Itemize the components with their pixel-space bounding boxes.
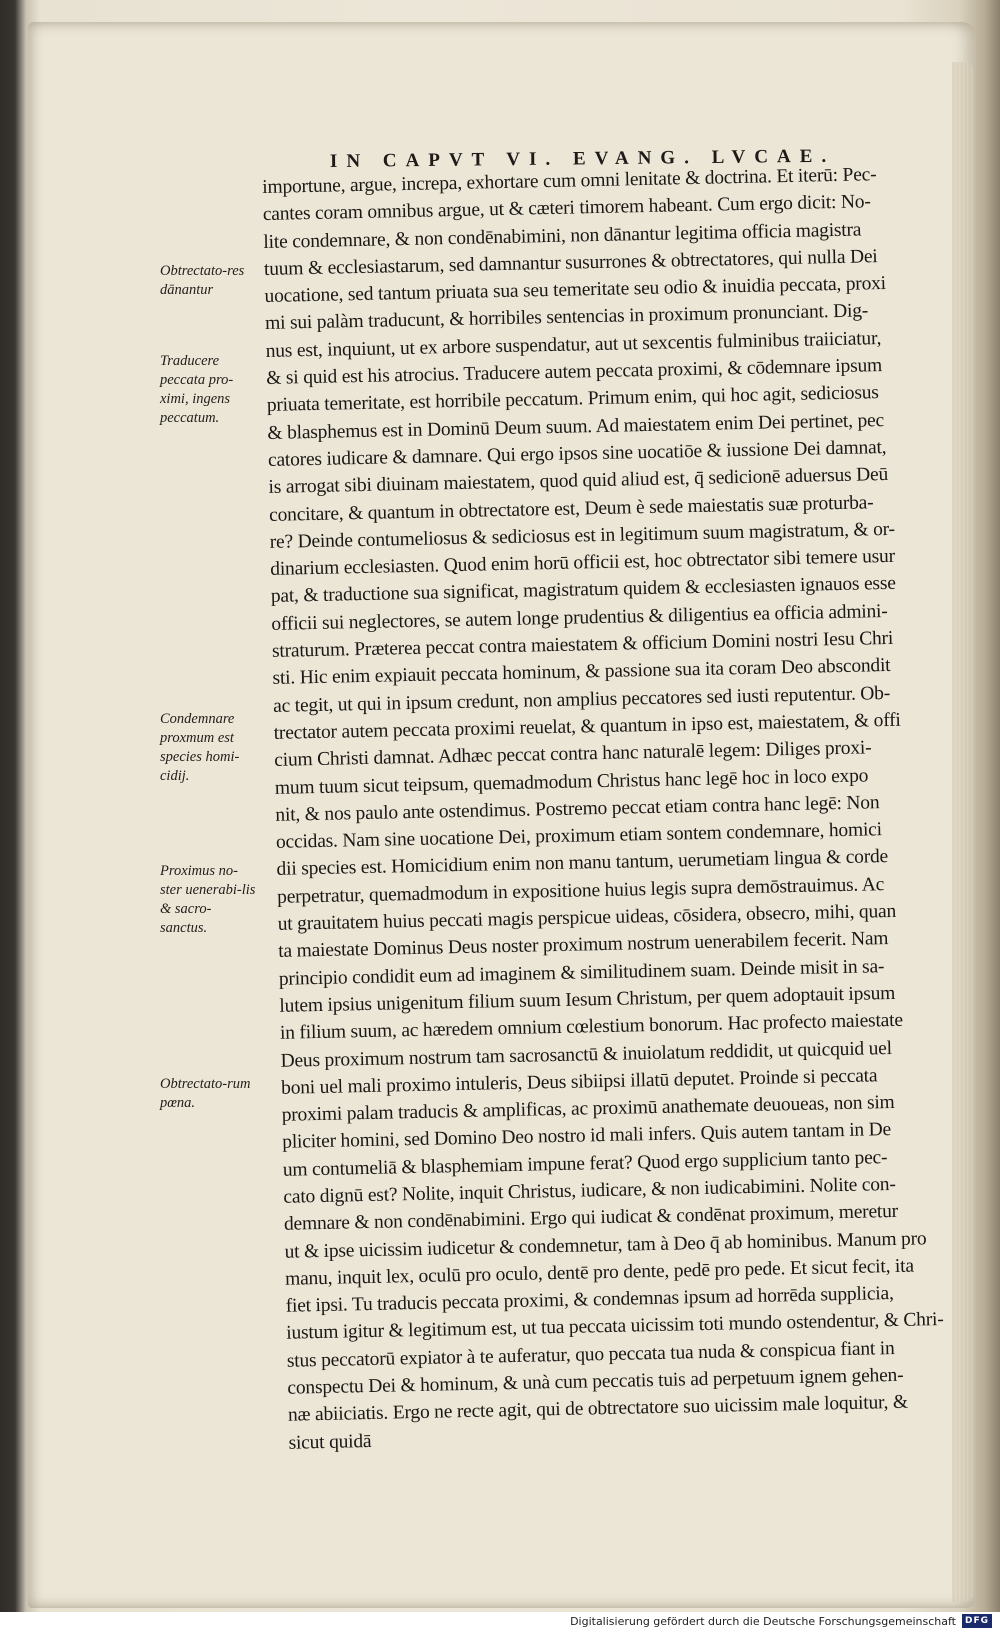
text-line: nus est, inquiunt, ut ex arbore suspendatur, aut ut sexcentis fulminibus traiiciatur, [265, 327, 882, 362]
text-line: priuata temeritate, est horribile peccatum. Primum enim, qui hoc agit, sediciosus [266, 382, 879, 417]
text-line: proximi palam traducis & amplificas, ac proximū anathemate deuoueas, non sim [281, 1092, 895, 1126]
text-line: mi sui palàm traducunt, & horribiles sentencias in proximum pronunciant. Dig- [264, 300, 869, 335]
text-line: mum tuum sicut teipsum, quemadmodum Christus hanc legē hoc in loco expo [274, 764, 869, 799]
text-line: fiet ipsi. Tu traducis peccata proximi, & condemnas ipsum ad horrēda supplicia, [285, 1283, 894, 1317]
text-line: iustum igitur & legitimum est, ut tua peccata uicissim toti mundo ostendentur, & Chri- [286, 1309, 944, 1345]
text-line: boni uel mali proximo intuleris, Deus sibiipsi illatū deputet. Proinde si peccata [280, 1065, 878, 1099]
dfg-logo: DFG [962, 1614, 992, 1628]
margin-note: Condemnare proxmum est species homi-cidij. [160, 711, 240, 784]
text-line: cantes coram omnibus argue, ut & cæteri timorem habeant. Cum ergo dicit: No- [262, 191, 871, 226]
margin-note: Proximus no-ster uenerabi-lis & sacro-sanctus. [160, 863, 256, 936]
margin-note: Obtrectato-res dānantur [160, 263, 245, 298]
margin-note: Obtrectato-rum pœna. [160, 1076, 251, 1111]
text-line: tuum & ecclesiastarum, sed damnantur susurrones & obtrectatores, qui nulla Dei [263, 246, 878, 280]
text-line: & si quid est his atrocius. Traducere autem peccata proximi, & cōdemnare ipsum [266, 355, 883, 390]
text-line: pliciter homini, sed Domino Deo nostro id mali infers. Quis autem tantam in De [282, 1119, 892, 1154]
text-line: occidas. Nam sine uocatione Dei, proximum etiam sontem condemnare, homici [275, 819, 883, 853]
text-line: dinarium ecclesiasten. Quod enim horū officii est, hoc obtrectator sibi temere usur [270, 545, 896, 581]
text-line: importune, argue, increpa, exhortare cum omni lenitate & doctrina. Et iterū: Pec- [262, 164, 877, 198]
text-line: & blasphemus est in Dominū Deum suum. Ad maiestatem enim Dei pertinet, pec [267, 409, 885, 444]
text-line: cato dignū est? Nolite, inquit Christus, iudicare, & non iudicabimini. Nolite con- [283, 1173, 896, 1208]
text-line: sicut quidā [288, 1430, 372, 1454]
text-line: stus peccatorū expiator à te auferatur, quo peccata tua nuda & conspicua fiant in [286, 1337, 895, 1372]
running-head: IN CAPVT VI. EVANG. LVCAE. [329, 145, 836, 172]
text-line: lite condemnare, & non condēnabimini, non dānantur legitima officia magistra [263, 219, 862, 253]
text-line: officii sui neglectores, se autem longe prudentius & diligentius ea officia admini- [271, 600, 888, 635]
text-line: Deus proximum nostrum tam sacrosanctū & inuiolatum reddidit, ut quicquid uel [280, 1037, 893, 1072]
text-line: catores iudicare & damnare. Qui ergo ipsos sine uocatiōe & iussione Dei damnat, [267, 436, 887, 471]
text-line: principio condidit eum ad imaginem & similitudinem suam. Deinde misit in sa- [278, 955, 885, 990]
text-line: ac tegit, ut qui in ipsum credunt, non amplius peccatores sed iusti reputentur. Ob- [272, 682, 891, 717]
text-line: ut & ipse uicissim iudicetur & condemnetur, tam à Deo q̄ ab hominibus. Manum pro [284, 1227, 927, 1263]
text-line: pat, & traductione sua significat, magistratum quidem & ecclesiasten ignauos esse [270, 573, 896, 608]
margin-note: Traducere peccata pro-ximi, ingens peccatum. [160, 353, 234, 426]
text-line: ut grauitatem huius peccati magis perspicue uideas, cōsidera, obsecro, mihi, quan [277, 900, 897, 935]
footer-credit: Digitalisierung gefördert durch die Deutsche Forschungsgemeinschaft [570, 1615, 956, 1628]
text-line: re? Deinde contumeliosus & sediciosus est in legitimum suum magistratum, & or- [269, 518, 896, 553]
text-line: manu, inquit lex, oculū pro oculo, dentē pro dente, pedē pro pede. Et sicut fecit, ita [284, 1255, 915, 1290]
text-line: perpetratur, quemadmodum in expositione huius legis supra demōstrauimus. Ac [276, 873, 885, 908]
text-line: trectator autem peccata proximi reuelat, & quantum in ipso est, maiestatem, & offi [273, 709, 901, 744]
text-line: is arrogat sibi diuinam maiestatem, quod quid aliud est, q̄ sedicionē aduersus Deū [268, 464, 889, 499]
text-line: straturum. Præterea peccat contra maiestatem & officium Domini nostri Iesu Chri [271, 627, 894, 662]
text-line: conspectu Dei & hominum, & unà cum peccatis tuis ad perpetuum ignem gehen- [287, 1364, 904, 1399]
text-line: lutem ipsius unigenitum filium suum Iesum Christum, per quem adoptauit ipsum [279, 982, 896, 1017]
text-line: nit, & nos paulo ante ostendimus. Postremo peccat etiam contra hanc legē: Non [275, 792, 880, 826]
text-line: um contumeliā & blasphemiam impune ferat? Quod ergo supplicium tanto pec- [282, 1146, 888, 1181]
text-line: demnare & non condēnabimini. Ergo qui iudicat & condēnat proximum, meretur [283, 1201, 899, 1236]
body-text [262, 160, 965, 1457]
text-line: concitare, & quantum in obtrectatore est, Deum è sede maiestatis suæ proturba- [268, 491, 874, 526]
text-line: dii species est. Homicidium enim non manu tantum, uerumetiam lingua & corde [276, 846, 889, 881]
text-line: ta maiestate Dominus Deus noster proximum nostrum uenerabilem fecerit. Nam [278, 928, 889, 963]
text-line: sti. Hic enim expiauit peccata hominum, & passione sua ita coram Deo abscondit [272, 655, 891, 690]
text-line: næ abiiciatis. Ergo ne recte agit, qui de obtrectatore suo uicissim male loquitur, & [287, 1392, 909, 1427]
text-line: in filium suum, ac hæredem omnium cœlestium bonorum. Hac profecto maiestate [279, 1009, 904, 1045]
text-line: cium Christi damnat. Adhæc peccat contra hanc naturalē legem: Diliges proxi- [274, 737, 872, 772]
text-line: uocatione, sed tantum priuata sua seu temeritate seu odio & inuidia peccata, proxi [264, 273, 887, 308]
